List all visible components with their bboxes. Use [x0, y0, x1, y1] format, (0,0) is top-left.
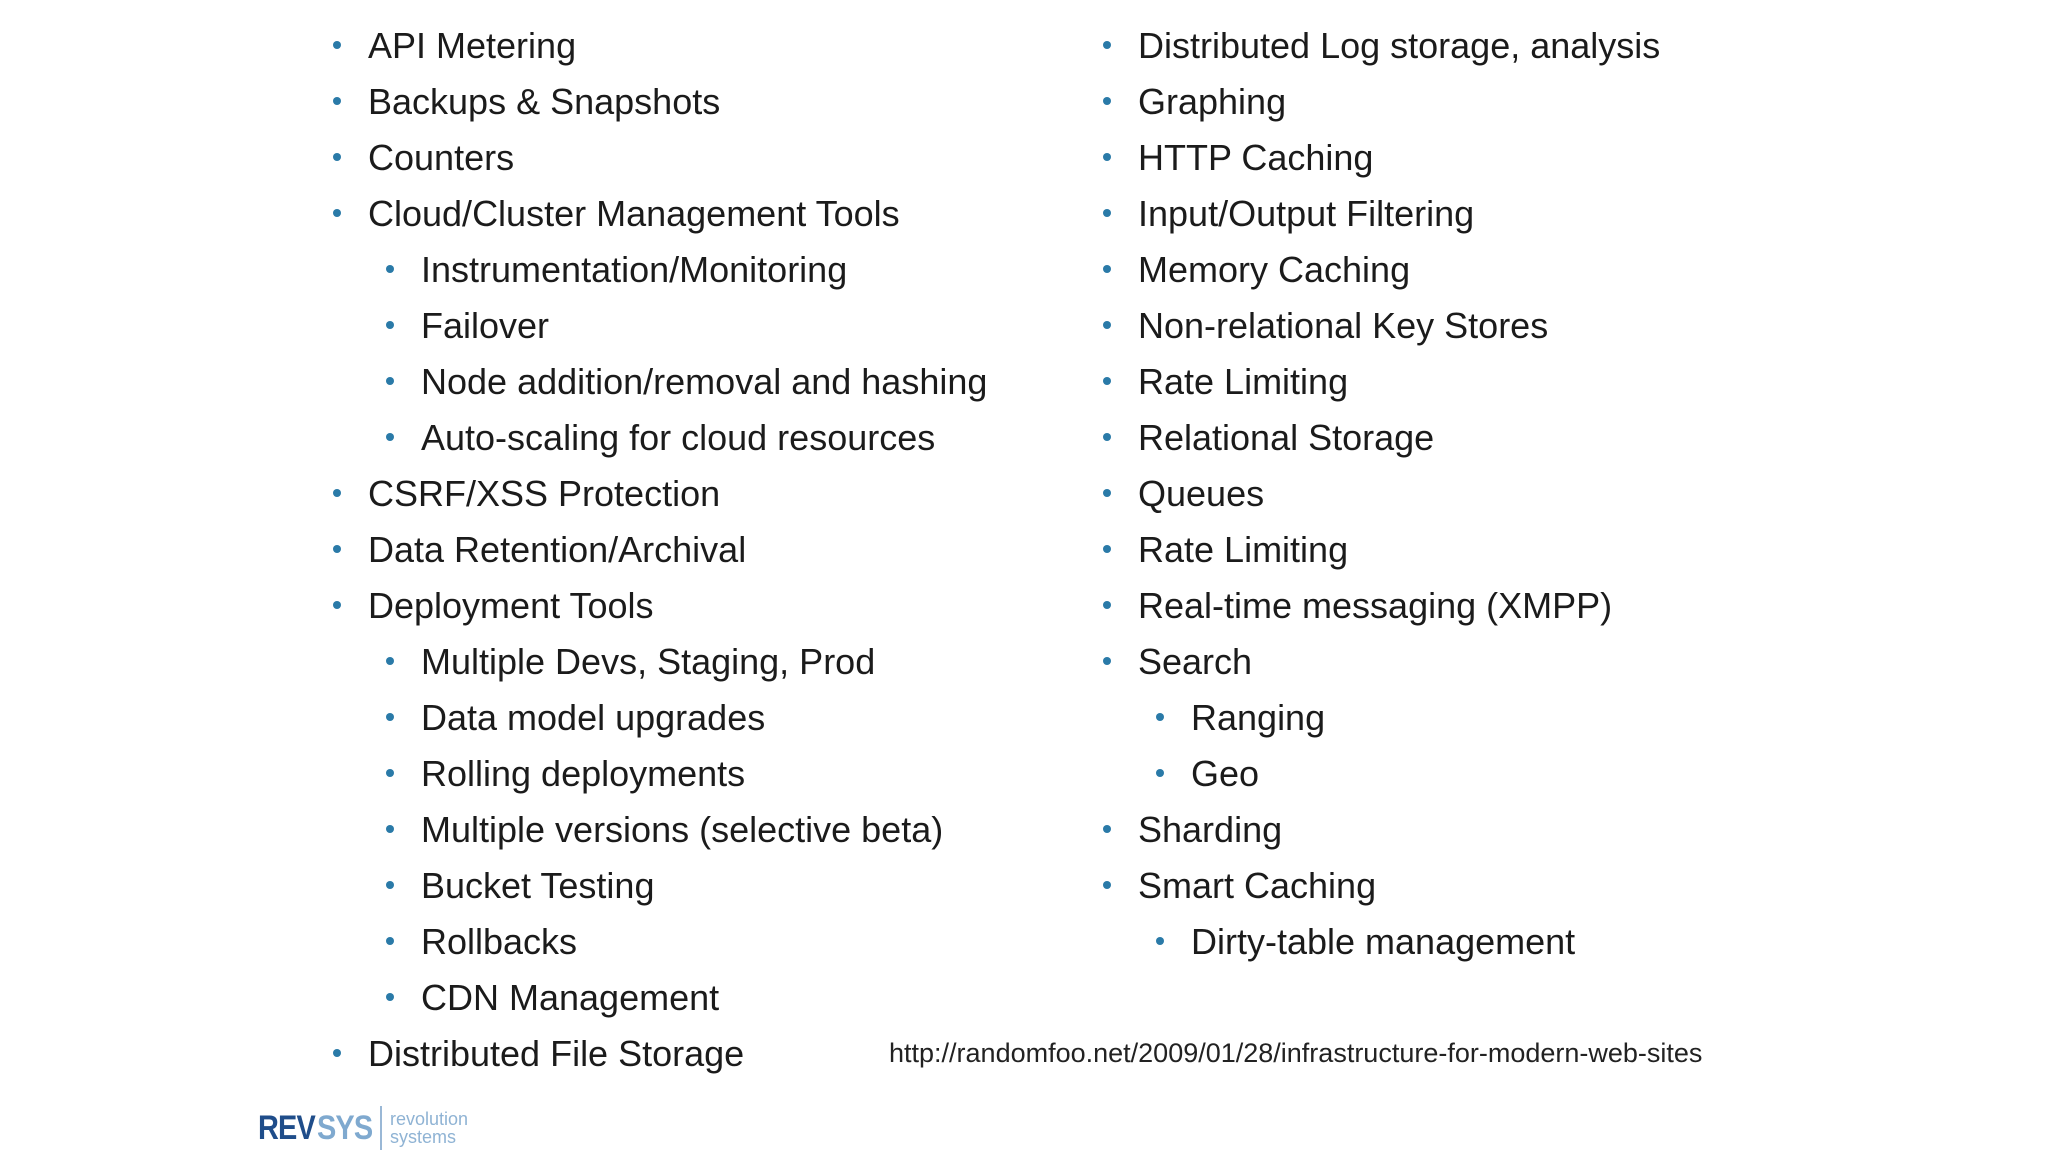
list-item	[1101, 186, 1660, 242]
list-item-label: Input/Output Filtering	[1138, 193, 1475, 234]
list-item-label: Search	[1138, 641, 1253, 682]
sub-list-item	[1101, 690, 1660, 746]
list-item	[1101, 802, 1660, 858]
list-item	[1101, 466, 1660, 522]
bullet-dot-icon	[1103, 881, 1111, 889]
list-item-label: Queues	[1138, 473, 1265, 514]
list-item	[331, 466, 987, 522]
sub-list-item	[331, 242, 987, 298]
bullet-dot-icon	[333, 489, 341, 497]
sub-list-item	[331, 858, 987, 914]
bullet-dot-icon	[333, 97, 341, 105]
list-item	[1101, 410, 1660, 466]
list-item	[331, 522, 987, 578]
list-item-label: Relational Storage	[1138, 417, 1435, 458]
sub-list-item	[1101, 914, 1660, 970]
right-bullet-list	[1101, 18, 1660, 970]
bullet-dot-icon	[333, 153, 341, 161]
bullet-dot-icon	[1103, 321, 1111, 329]
list-item-label: Instrumentation/Monitoring	[421, 249, 848, 290]
bullet-dot-icon	[386, 265, 394, 273]
list-item-label: Node addition/removal and hashing	[421, 361, 988, 402]
bullet-dot-icon	[386, 993, 394, 1001]
list-item	[1101, 634, 1660, 690]
list-item	[1101, 242, 1660, 298]
bullet-dot-icon	[386, 769, 394, 777]
sub-list-item	[331, 298, 987, 354]
list-item-label: Rate Limiting	[1138, 361, 1349, 402]
bullet-dot-icon	[333, 545, 341, 553]
bullet-dot-icon	[1103, 41, 1111, 49]
bullet-dot-icon	[333, 601, 341, 609]
bullet-dot-icon	[1103, 433, 1111, 441]
revsys-logo	[258, 1104, 468, 1152]
bullet-dot-icon	[386, 321, 394, 329]
list-item-label: Auto-scaling for cloud resources	[421, 417, 936, 458]
bullet-dot-icon	[386, 713, 394, 721]
sub-list-item	[331, 354, 987, 410]
logo-word-sys: SYS	[316, 1109, 373, 1147]
list-item-label: API Metering	[368, 25, 577, 66]
list-item	[1101, 522, 1660, 578]
bullet-dot-icon	[333, 41, 341, 49]
list-item-label: CSRF/XSS Protection	[368, 473, 721, 514]
bullet-dot-icon	[386, 377, 394, 385]
sub-list-item	[1101, 746, 1660, 802]
list-item-label: Rolling deployments	[421, 753, 746, 794]
source-url: http://randomfoo.net/2009/01/28/infrastructure-for-modern-web-sites	[889, 1038, 1703, 1068]
list-item-label: Bucket Testing	[421, 865, 655, 906]
sub-list-item	[331, 970, 987, 1026]
list-item	[331, 18, 987, 74]
list-item-label: Graphing	[1138, 81, 1287, 122]
bullet-dot-icon	[1103, 825, 1111, 833]
list-item-label: Cloud/Cluster Management Tools	[368, 193, 900, 234]
sub-list-item	[331, 410, 987, 466]
bullet-dot-icon	[1103, 489, 1111, 497]
bullet-dot-icon	[386, 937, 394, 945]
list-item-label: Memory Caching	[1138, 249, 1411, 290]
sub-list-item	[331, 634, 987, 690]
bullet-dot-icon	[386, 881, 394, 889]
list-item	[331, 130, 987, 186]
list-item-label: Distributed File Storage	[368, 1033, 745, 1074]
list-item	[331, 186, 987, 242]
list-item-label: Backups & Snapshots	[368, 81, 721, 122]
list-item	[1101, 354, 1660, 410]
logo-tagline-line2: systems	[389, 1127, 456, 1147]
list-item	[331, 74, 987, 130]
list-item-label: Geo	[1191, 753, 1260, 794]
list-item-label: Non-relational Key Stores	[1138, 305, 1549, 346]
list-item-label: Ranging	[1191, 697, 1326, 738]
bullet-dot-icon	[333, 209, 341, 217]
list-item-label: Rate Limiting	[1138, 529, 1349, 570]
list-item	[331, 578, 987, 634]
sub-list-item	[331, 746, 987, 802]
list-item-label: Deployment Tools	[368, 585, 654, 626]
list-item-label: Real-time messaging (XMPP)	[1138, 585, 1613, 626]
bullet-dot-icon	[333, 1049, 341, 1057]
list-item	[1101, 858, 1660, 914]
list-item-label: Rollbacks	[421, 921, 578, 962]
list-item-label: Data model upgrades	[421, 697, 766, 738]
list-item	[1101, 18, 1660, 74]
list-item-label: Failover	[421, 305, 550, 346]
list-item	[1101, 130, 1660, 186]
bullet-dot-icon	[1156, 937, 1164, 945]
list-item-label: HTTP Caching	[1138, 137, 1374, 178]
list-item-label: Sharding	[1138, 809, 1283, 850]
sub-list-item	[331, 802, 987, 858]
bullet-dot-icon	[386, 433, 394, 441]
list-item	[1101, 578, 1660, 634]
list-item	[1101, 298, 1660, 354]
list-item-label: Multiple versions (selective beta)	[421, 809, 944, 850]
bullet-dot-icon	[1103, 97, 1111, 105]
bullet-dot-icon	[1103, 209, 1111, 217]
bullet-dot-icon	[1103, 657, 1111, 665]
list-item-label: Multiple Devs, Staging, Prod	[421, 641, 876, 682]
bullet-dot-icon	[1103, 545, 1111, 553]
list-item-label: Counters	[368, 137, 515, 178]
sub-list-item	[331, 914, 987, 970]
bullet-dot-icon	[1103, 153, 1111, 161]
logo-divider	[380, 1106, 382, 1150]
bullet-dot-icon	[1103, 377, 1111, 385]
logo-tagline	[390, 1110, 468, 1146]
bullet-dot-icon	[1156, 713, 1164, 721]
bullet-dot-icon	[386, 825, 394, 833]
list-item-label: Smart Caching	[1138, 865, 1377, 906]
logo-tagline-line1: revolution	[389, 1109, 469, 1129]
list-item	[1101, 74, 1660, 130]
bullet-dot-icon	[386, 657, 394, 665]
left-bullet-list	[331, 18, 987, 1082]
list-item-label: Dirty-table management	[1191, 921, 1576, 962]
bullet-dot-icon	[1103, 601, 1111, 609]
bullet-dot-icon	[1103, 265, 1111, 273]
list-item-label: Distributed Log storage, analysis	[1138, 25, 1661, 66]
logo-word-rev: REV	[258, 1109, 315, 1147]
sub-list-item	[331, 690, 987, 746]
bullet-dot-icon	[1156, 769, 1164, 777]
list-item-label: CDN Management	[421, 977, 720, 1018]
list-item-label: Data Retention/Archival	[368, 529, 747, 570]
